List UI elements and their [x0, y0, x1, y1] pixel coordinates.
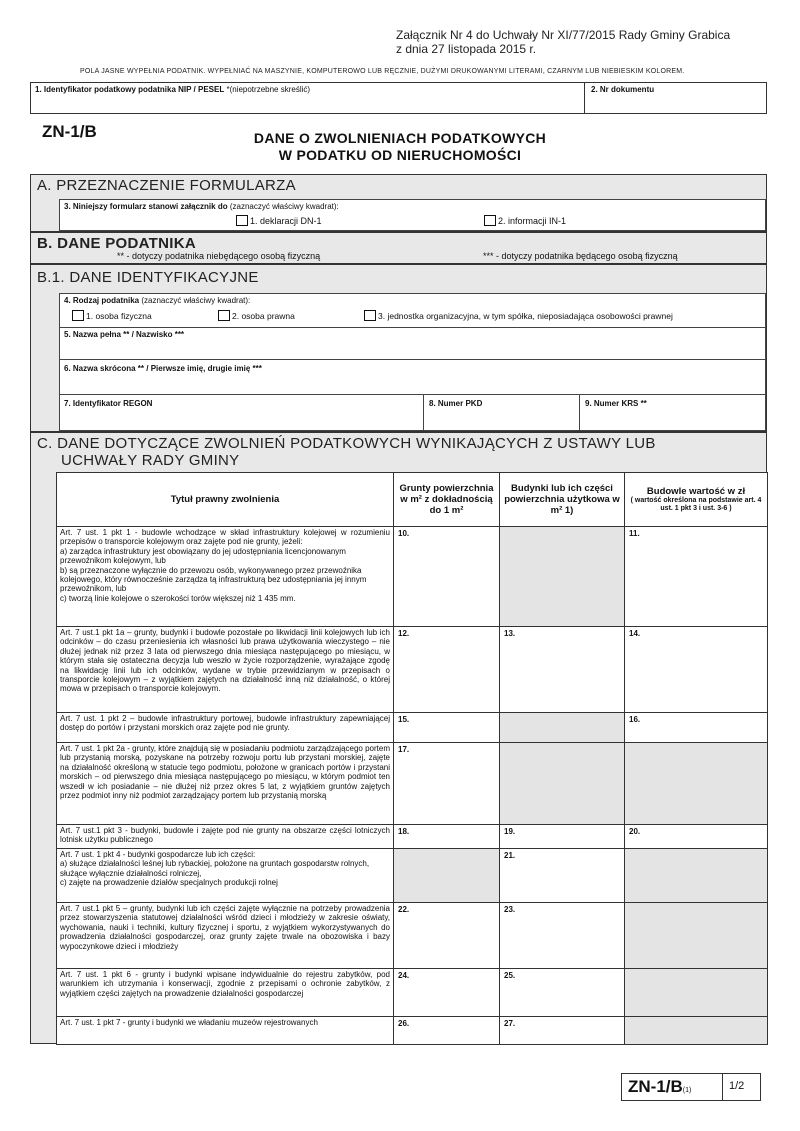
row-text: Art. 7 ust. 1 pkt 6 - grunty i budynki wpisane indywidualnie do rejestru zabytków, pod warunkiem ich utrzymania i konserwacji, zgodnie z przepisami o ochronie zabytków, z wyjątkiem części zajętych na prowadzenie działalności gospodarczej: [60, 970, 390, 998]
row-legal-basis: [57, 713, 394, 743]
row-text: Art. 7 ust.1 pkt 1a – grunty, budynki i budowle pozostałe po likwidacji linii kolejowych lub ich odcinków – do czasu przeniesienia ich własności lub prawa użytkowania wieczystego – nie dłużej jednak niż przez 3 lata od pierwszego dnia miesiąca następującego po miesiącu, w którym stała się ostateczna decyzja lub weszło w życie rozporządzenie, wyrażające zgodę na likwidację linii lub ich odcinków, wydane w trybie przewidzianym w przepisach o transporcie kolejowym – z wyjątkiem zajętych na działalność inną niż działalność, o której mowa w przepisach o transporcie kolejowym.: [60, 628, 390, 694]
row-text: Art. 7 ust.1 pkt 5 – grunty, budynki lub ich części zajęte wyłącznie na potrzeby prowadzenia przez stowarzyszenia statutowej działalności wśród dzieci i młodzieży w zakresie oświaty, wychowania, nauki i techniki, kultury fizycznej i sportu, z wyjątkiem wykorzystywanych do prowadzenia działalności gospodarczej, oraz grunty zajęte trwale na obozowiska i bazy wypoczynkowe dzieci i młodzieży: [60, 904, 390, 951]
structures-cell-disabled: [625, 1017, 768, 1045]
buildings-cell[interactable]: 21.: [500, 849, 625, 903]
land-cell[interactable]: 15.: [394, 713, 500, 743]
checkbox-icon[interactable]: [236, 215, 248, 226]
row-text: Art. 7 ust. 1 pkt 2 – budowle infrastruktury portowej, budowle infrastruktury zapewniającej dostęp do portów i przystani morskich oraz zajęte pod nie grunty.: [60, 714, 390, 733]
footer-code-sub: (1): [682, 1087, 692, 1094]
buildings-cell[interactable]: 27.: [500, 1017, 625, 1045]
row-text: Art. 7 ust. 1 pkt 1 - budowle wchodzące w skład infrastruktury kolejowej w rozumieniu przepisów o transporcie kolejowym oraz zajęte pod nie grunty, jeżeli:: [60, 528, 390, 547]
short-name-field[interactable]: [59, 359, 766, 395]
field-4-label: 4. Rodzaj podatnika: [64, 296, 140, 305]
annex-line-2: z dnia 27 listopada 2015 r.: [396, 42, 537, 56]
page-number: 1/2: [729, 1080, 745, 1092]
form-title: [200, 130, 600, 164]
field-5-label: 5. Nazwa pełna ** / Nazwisko ***: [64, 330, 185, 339]
option-natural-person[interactable]: [72, 310, 152, 321]
row-legal-basis: [57, 627, 394, 713]
row-item: c) zajęte na prowadzenie działów specjalnych produkcji rolnej: [60, 878, 278, 888]
form-title-line-1: DANE O ZWOLNIENIACH PODATKOWYCH: [253, 130, 547, 146]
pkd-field[interactable]: [423, 394, 580, 431]
field-6-label: 6. Nazwa skrócona ** / Pierwsze imię, drugie imię ***: [64, 364, 262, 373]
document-number-label: 2. Nr dokumentu: [591, 85, 655, 94]
row-legal-basis: [57, 825, 394, 849]
option-dn1[interactable]: [236, 215, 322, 226]
table-row: [57, 1017, 768, 1045]
section-c-title-line-1: C. DANE DOTYCZĄCE ZWOLNIEŃ PODATKOWYCH WYNIKAJĄCYCH Z USTAWY LUB: [37, 435, 656, 452]
land-cell[interactable]: 26.: [394, 1017, 500, 1045]
row-legal-basis: [57, 969, 394, 1017]
option-in1-label: 2. informacji IN-1: [498, 216, 567, 226]
buildings-cell[interactable]: 19.: [500, 825, 625, 849]
section-b1: [30, 264, 767, 432]
form-code: ZN-1/B: [42, 122, 97, 141]
row-item: b) są przeznaczone wyłącznie do przewozu osób, wykonywanego przez przewoźnika kolejowego, który równocześnie zarządza tą infrastrukturą bez udostępniania jej innym przewoźnikom, lub: [60, 565, 367, 594]
footer-divider: [722, 1074, 723, 1100]
section-b-title: B. DANE PODATNIKA: [37, 235, 196, 252]
option-legal-person-label: 2. osoba prawna: [232, 311, 295, 321]
row-text: Art. 7 ust.1 pkt 3 - budynki, budowle i zajęte pod nie grunty na obszarze części lotniczych lotnisk użytku publicznego: [60, 826, 390, 845]
col-buildings-header: Budynki lub ich części powierzchnia użytkowa w m² 1): [500, 473, 625, 527]
exemptions-table: [56, 472, 768, 1045]
buildings-cell[interactable]: 23.: [500, 903, 625, 969]
footer-code: ZN-1/B: [628, 1077, 683, 1096]
option-organizational-unit-label: 3. jednostka organizacyjna, w tym spółka, nieposiadająca osobowości prawnej: [378, 311, 673, 321]
identifier-row: [30, 82, 767, 114]
option-in1[interactable]: [484, 215, 566, 226]
structures-cell-disabled: [625, 849, 768, 903]
land-cell[interactable]: 22.: [394, 903, 500, 969]
structures-cell[interactable]: 20.: [625, 825, 768, 849]
krs-field[interactable]: [579, 394, 766, 431]
row-legal-basis: [57, 1017, 394, 1045]
row-text: Art. 7 ust. 1 pkt 2a - grunty, które znajdują się w posiadaniu podmiotu zarządzającego portem lub przystanią morską, pozyskane na potrzeby rozwoju portu lub przystani morskiej, zajęte na działalność określoną w statucie tego podmiotu, położone w granicach portów i przystani morskich – od pierwszego dnia miesiąca następującego po miesiącu, w którym podmiot ten wszedł w ich posiadanie – nie dłużej niż przez okres 5 lat, z wyjątkiem gruntów zajętych przez podmiot inny niż podmiot zarządzający portem lub przystanią morską: [60, 744, 390, 801]
section-c-title: [37, 435, 656, 469]
land-cell-disabled: [394, 849, 500, 903]
structures-cell[interactable]: 14.: [625, 627, 768, 713]
nip-pesel-label: 1. Identyfikator podatkowy podatnika NIP / PESEL: [35, 85, 225, 94]
nip-pesel-field[interactable]: [31, 83, 585, 113]
section-a-title: A. PRZEZNACZENIE FORMULARZA: [37, 177, 296, 194]
buildings-cell[interactable]: 25.: [500, 969, 625, 1017]
structures-cell-disabled: [625, 903, 768, 969]
form-title-line-2: W PODATKU OD NIERUCHOMOŚCI: [278, 147, 522, 163]
land-cell[interactable]: 17.: [394, 743, 500, 825]
row-legal-basis: [57, 743, 394, 825]
section-a: [30, 174, 767, 232]
table-row: [57, 743, 768, 825]
section-b-note-1: ** - dotyczy podatnika niebędącego osobą fizyczną: [117, 251, 321, 261]
table-row: [57, 627, 768, 713]
section-b: [30, 232, 767, 264]
annex-line-1: Załącznik Nr 4 do Uchwały Nr XI/77/2015 Rady Gminy Grabica: [396, 28, 731, 42]
col-structures-label: Budowle wartość w zł: [646, 486, 746, 497]
buildings-cell-disabled: [500, 713, 625, 743]
table-row: [57, 903, 768, 969]
footer-form-code: [628, 1077, 691, 1097]
row-item: c) tworzą linie kolejowe o szerokości torów większej niż 1 435 mm.: [60, 593, 296, 603]
document-number-field[interactable]: [587, 83, 766, 113]
table-row: [57, 969, 768, 1017]
nip-pesel-note: *(niepotrzebne skreślić): [224, 85, 311, 94]
buildings-cell-disabled: [500, 527, 625, 627]
land-cell[interactable]: 24.: [394, 969, 500, 1017]
land-cell[interactable]: 18.: [394, 825, 500, 849]
row-legal-basis: [57, 903, 394, 969]
field-9-label: 9. Numer KRS **: [585, 399, 647, 408]
option-natural-person-label: 1. osoba fizyczna: [86, 311, 152, 321]
table-row: [57, 527, 768, 627]
col-land-header: Grunty powierzchnia w m² z dokładnością do 1 m²: [394, 473, 500, 527]
row-legal-basis: [57, 527, 394, 627]
structures-cell[interactable]: 11.: [625, 527, 768, 627]
row-text: Art. 7 ust. 1 pkt 7 - grunty i budynki we władaniu muzeów rejestrowanych: [60, 1018, 318, 1027]
option-organizational-unit[interactable]: [364, 310, 673, 321]
section-c-title-line-2: UCHWAŁY RADY GMINY: [61, 452, 240, 469]
structures-cell[interactable]: 16.: [625, 713, 768, 743]
field-4-note: (zaznaczyć właściwy kwadrat):: [139, 296, 251, 305]
field-3: [59, 199, 766, 231]
field-8-label: 8. Numer PKD: [429, 399, 483, 408]
field-7-label: 7. Identyfikator REGON: [64, 399, 153, 408]
field-3-label: 3. Niniejszy formularz stanowi załącznik do: [64, 202, 228, 211]
checkbox-icon[interactable]: [218, 310, 230, 321]
buildings-cell[interactable]: 13.: [500, 627, 625, 713]
section-b-note-2: *** - dotyczy podatnika będącego osobą fizyczną: [483, 251, 678, 261]
table-row: [57, 825, 768, 849]
land-cell[interactable]: 10.: [394, 527, 500, 627]
checkbox-icon[interactable]: [484, 215, 496, 226]
option-dn1-label: 1. deklaracji DN-1: [250, 216, 322, 226]
row-legal-basis: [57, 849, 394, 903]
land-cell[interactable]: 12.: [394, 627, 500, 713]
field-3-note: (zaznaczyć właściwy kwadrat):: [227, 202, 339, 211]
annex-note: [396, 28, 756, 56]
row-text: Art. 7 ust. 1 pkt 4 - budynki gospodarcze lub ich części:: [60, 850, 256, 859]
page-footer: [621, 1073, 761, 1101]
row-item: a) zarządca infrastruktury jest obowiązany do jej udostępniania licencjonowanym przewoźnikom kolejowym, lub: [60, 546, 346, 566]
structures-cell-disabled: [625, 743, 768, 825]
row-item: a) służące działalności leśnej lub rybackiej, położone na gruntach gospodarstw rolnych, służące wyłącznie działalności rolniczej,: [60, 859, 370, 878]
fill-instruction: POLA JASNE WYPEŁNIA PODATNIK. WYPEŁNIAĆ NA MASZYNIE, KOMPUTEROWO LUB RĘCZNIE, DUŻYMI DRUKOWANYMI LITERAMI, CZARNYM LUB NIEBIESKIM KOLOREM.: [80, 68, 685, 75]
regon-field[interactable]: [59, 394, 424, 431]
checkbox-icon[interactable]: [72, 310, 84, 321]
checkbox-icon[interactable]: [364, 310, 376, 321]
table-row: [57, 849, 768, 903]
col-title-header: Tytuł prawny zwolnienia: [57, 473, 394, 527]
table-row: [57, 713, 768, 743]
col-structures-header: [625, 473, 768, 527]
section-b1-title: B.1. DANE IDENTYFIKACYJNE: [37, 269, 259, 286]
col-structures-note: ( wartość określona na podstawie art. 4 ust. 1 pkt 3 i ust. 3-6 ): [630, 497, 762, 512]
buildings-cell-disabled: [500, 743, 625, 825]
full-name-field[interactable]: [59, 327, 766, 361]
option-legal-person[interactable]: [218, 310, 295, 321]
structures-cell-disabled: [625, 969, 768, 1017]
field-4: [59, 293, 766, 329]
